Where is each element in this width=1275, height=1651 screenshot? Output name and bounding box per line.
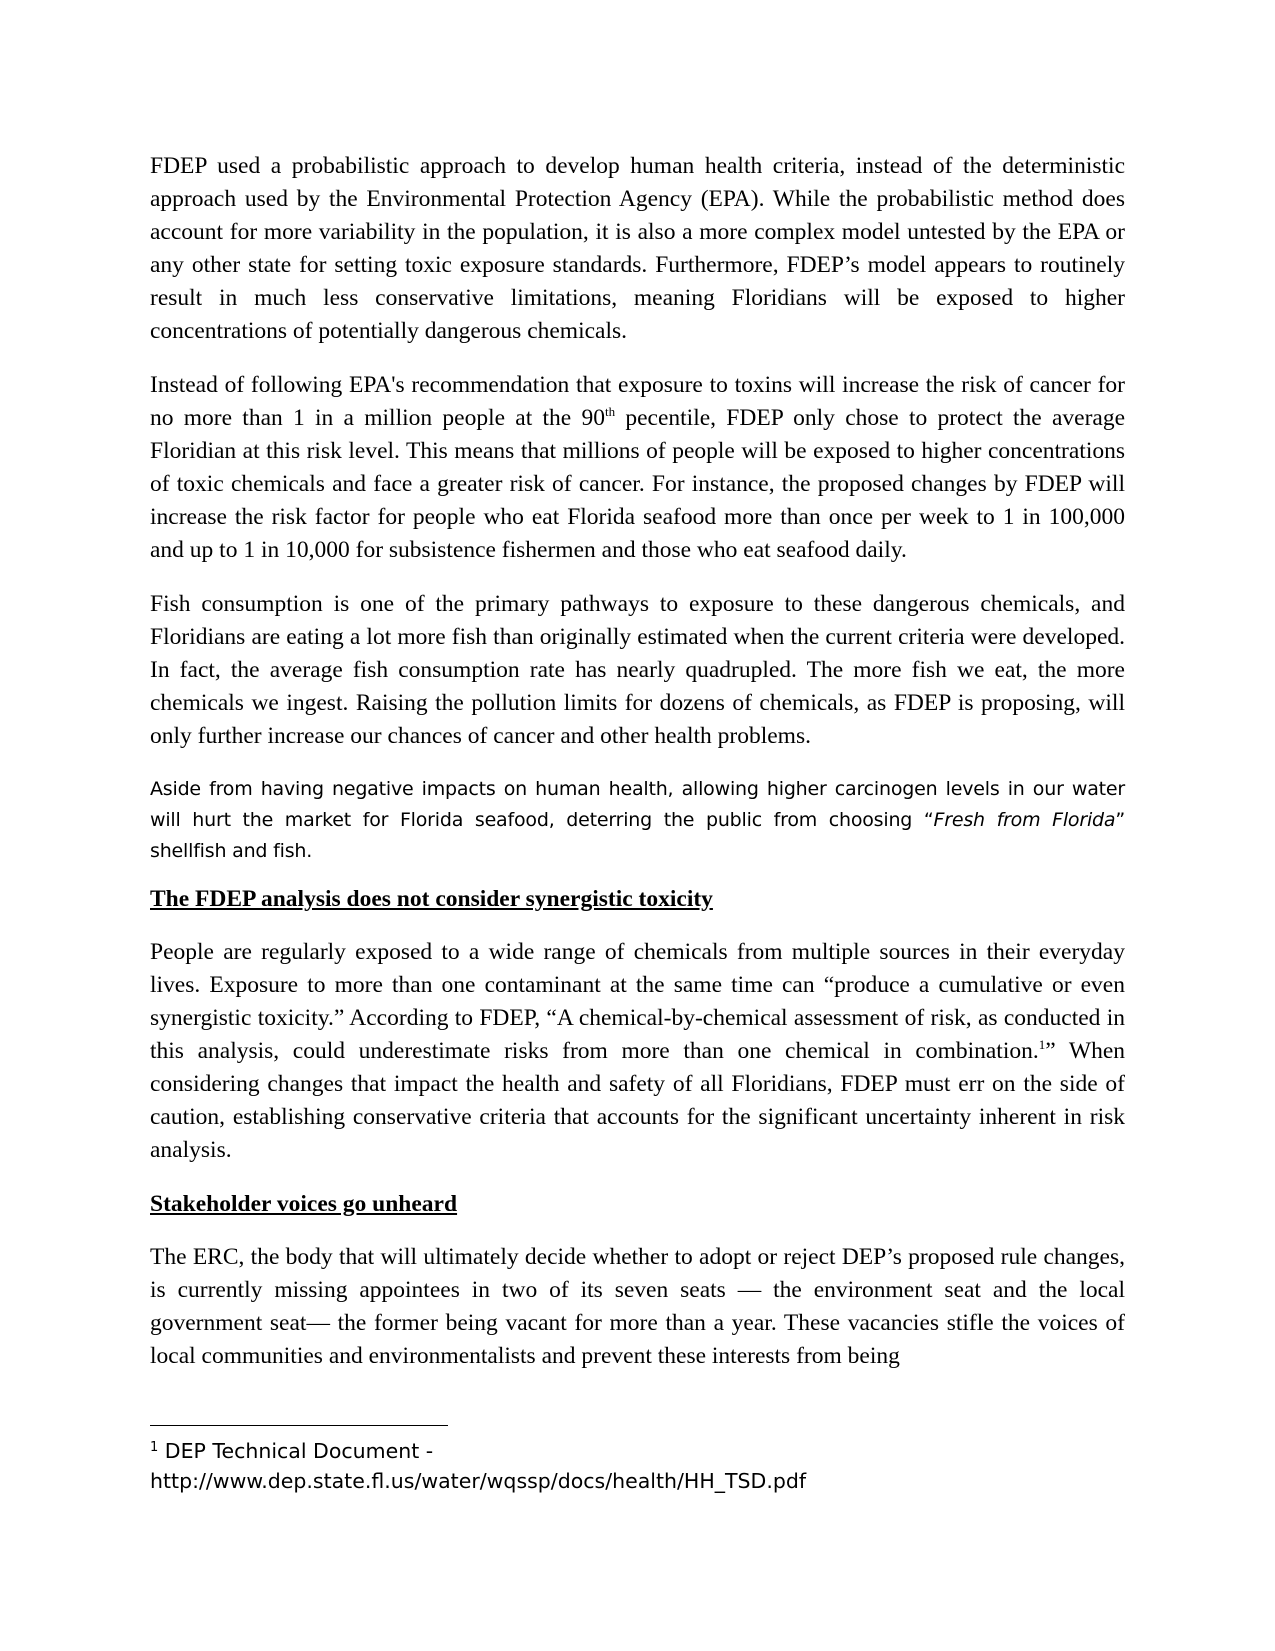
footnote [150,1436,1125,1496]
paragraph-text: The ERC, the body that will ultimately decide whether to adopt or reject DEP’s proposed rule changes, is currently missing appointees in two of its seven seats — the environment seat and the local government seat— the former being vacant for more than a year. These vacancies stifle the voices of local communities and environmentalists and prevent these interests from being [150,1244,1125,1369]
paragraph-text: ” When considering changes that impact the health and safety of all Floridians, FDEP must err on the side of caution, establishing conservative criteria that accounts for the significant uncertainty inherent in risk analysis. [150,1038,1126,1163]
paragraph-text: ” shellfish and fish. [150,809,1125,862]
footnote-separator [150,1425,448,1426]
paragraph-text: pecentile, FDEP only chose to protect the average Floridian at this risk level. This means that millions of people will be exposed to higher concentrations of toxic chemicals and face a greater risk of cancer. For instance, the proposed changes by FDEP will increase the risk factor for people who eat Florida seafood more than once per week to 1 in 100,000 and up to 1 in 10,000 for subsistence fishermen and those who eat seafood daily. [150,405,1126,563]
paragraph-text: People are regularly exposed to a wide range of chemicals from multiple sources in their everyday lives. Exposure to more than one contaminant at the same time can “produce a cumulative or even synergistic toxicity.” According to FDEP, “A chemical-by-chemical assessment of risk, as conducted in this analysis, could underestimate risks from more than one chemical in combination. [150,939,1125,1064]
document-body [150,150,1125,1394]
paragraph-multiple-exposure [150,936,1125,1167]
footnote-url-link[interactable]: http://www.dep.state.fl.us/water/wqssp/docs/health/HH_TSD.pdf [150,1469,807,1493]
paragraph-fish-consumption [150,588,1125,753]
footnote-marker: 1 [150,1440,159,1455]
paragraph-text: Fish consumption is one of the primary pathways to exposure to these dangerous chemicals, and Floridians are eating a lot more fish than originally estimated when the current criteria were developed. In fact, the average fish consumption rate has nearly quadrupled. The more fish we eat, the more chemicals we ingest. Raising the pollution limits for dozens of chemicals, as FDEP is proposing, will only further increase our chances of cancer and other health problems. [150,591,1125,749]
paragraph-text: FDEP used a probabilistic approach to develop human health criteria, instead of the deterministic approach used by the Environmental Protection Agency (EPA). While the probabilistic method does account for more variability in the population, it is also a more complex model untested by the EPA or any other state for setting toxic exposure standards. Furthermore, FDEP’s model appears to routinely result in much less conservative limitations, meaning Floridians will be exposed to higher concentrations of potentially dangerous chemicals. [150,153,1125,344]
paragraph-erc-vacancies [150,1241,1125,1373]
superscript-ordinal: th [604,404,616,419]
italic-brand-phrase: Fresh from Florida [933,809,1116,831]
paragraph-probabilistic-approach [150,150,1125,348]
section-heading-stakeholder-voices: Stakeholder voices go unheard [150,1191,458,1217]
section-heading-synergistic-toxicity: The FDEP analysis does not consider synergistic toxicity [150,886,713,912]
paragraph-text: Instead of following EPA's recommendation that exposure to toxins will increase the risk of cancer for no more than 1 in a million people at the 90 [150,372,1125,431]
footnote-title: DEP Technical Document - [158,1439,434,1463]
footnote-line [150,1436,1125,1466]
paragraph-seafood-market [150,774,1125,867]
footnote-reference[interactable]: 1 [1038,1037,1046,1052]
paragraph-text: Aside from having negative impacts on human health, allowing higher carcinogen levels in our water will hurt the market for Florida seafood, deterring the public from choosing “ [150,778,1125,831]
paragraph-cancer-risk [150,369,1125,567]
